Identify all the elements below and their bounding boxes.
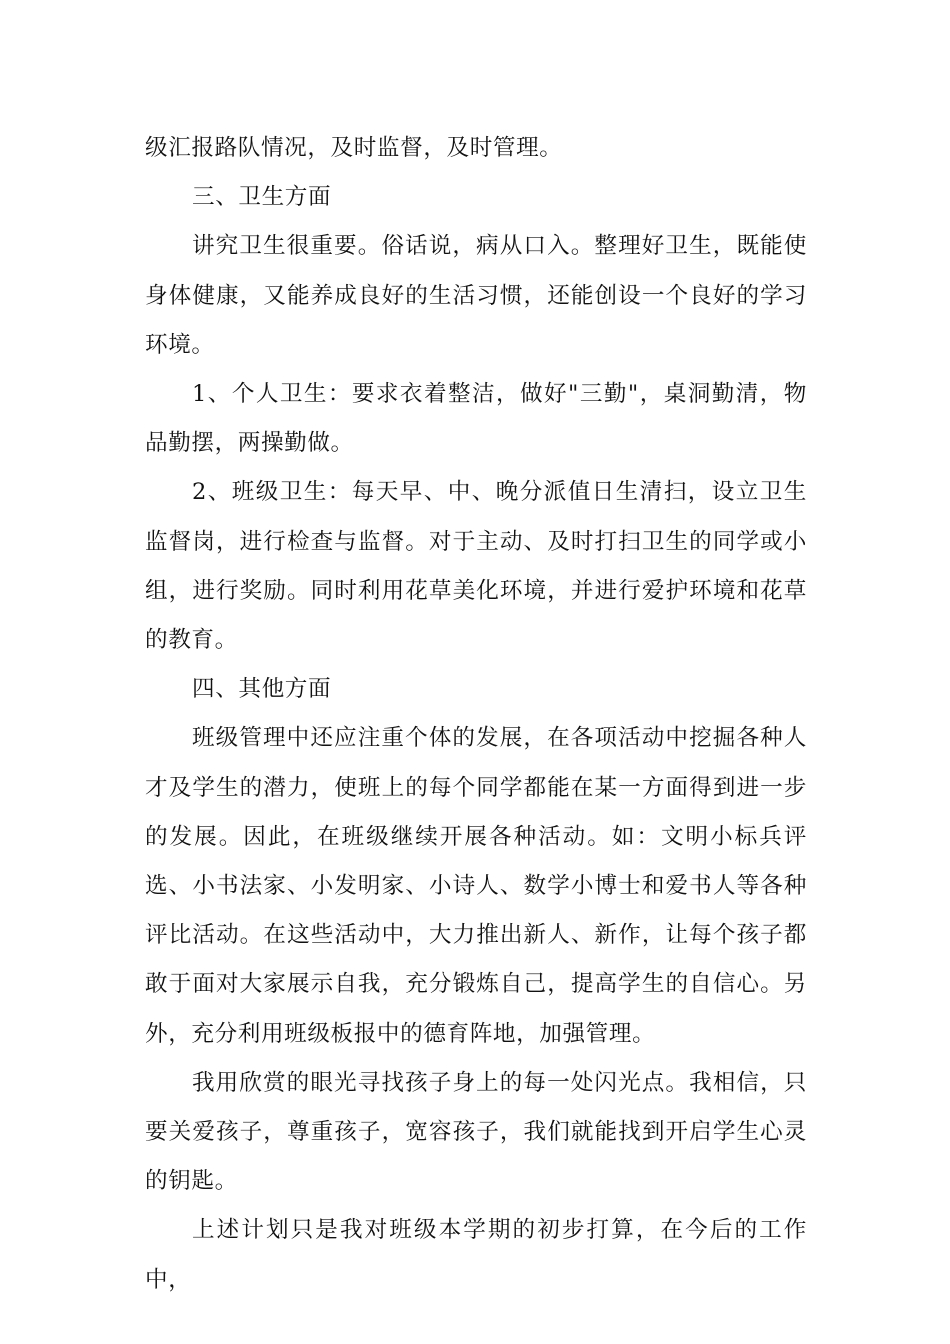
paragraph-continuation: 级汇报路队情况，及时监督，及时管理。: [145, 135, 563, 161]
paragraph-personal-hygiene: 1、个人卫生：要求衣着整洁，做好"三勤"，桌洞勤清，物品勤摆，两操勤做。: [145, 381, 807, 457]
document-body: [145, 124, 807, 1305]
paragraph-hygiene-intro: 讲究卫生很重要。俗话说，病从口入。整理好卫生，既能使身体健康，又能养成良好的生活习惯，还能创设一个良好的学习环境。: [145, 233, 807, 358]
paragraph-other-activities: 班级管理中还应注重个体的发展，在各项活动中挖掘各种人才及学生的潜力，使班上的每个同学都能在某一方面得到进一步的发展。因此，在班级继续开展各种活动。如：文明小标兵评选、小书法家、小发明家、小诗人、数学小博士和爱书人等各种评比活动。在这些活动中，大力推出新人、新作，让每个孩子都敢于面对大家展示自我，充分锻炼自己，提高学生的自信心。另外，充分利用班级板报中的德育阵地，加强管理。: [145, 725, 807, 1047]
paragraph-class-hygiene: 2、班级卫生：每天早、中、晚分派值日生清扫，设立卫生监督岗，进行检查与监督。对于主动、及时打扫卫生的同学或小组，进行奖励。同时利用花草美化环境，并进行爱护环境和花草的教育。: [145, 479, 807, 654]
paragraph-appreciation: 我用欣赏的眼光寻找孩子身上的每一处闪光点。我相信，只要关爱孩子，尊重孩子，宽容孩子，我们就能找到开启学生心灵的钥匙。: [145, 1069, 807, 1195]
section-heading-hygiene: 三、卫生方面: [192, 184, 332, 211]
paragraph-closing: 上述计划只是我对班级本学期的初步打算，在今后的工作中，: [145, 1217, 807, 1293]
section-heading-other: 四、其他方面: [192, 676, 332, 703]
